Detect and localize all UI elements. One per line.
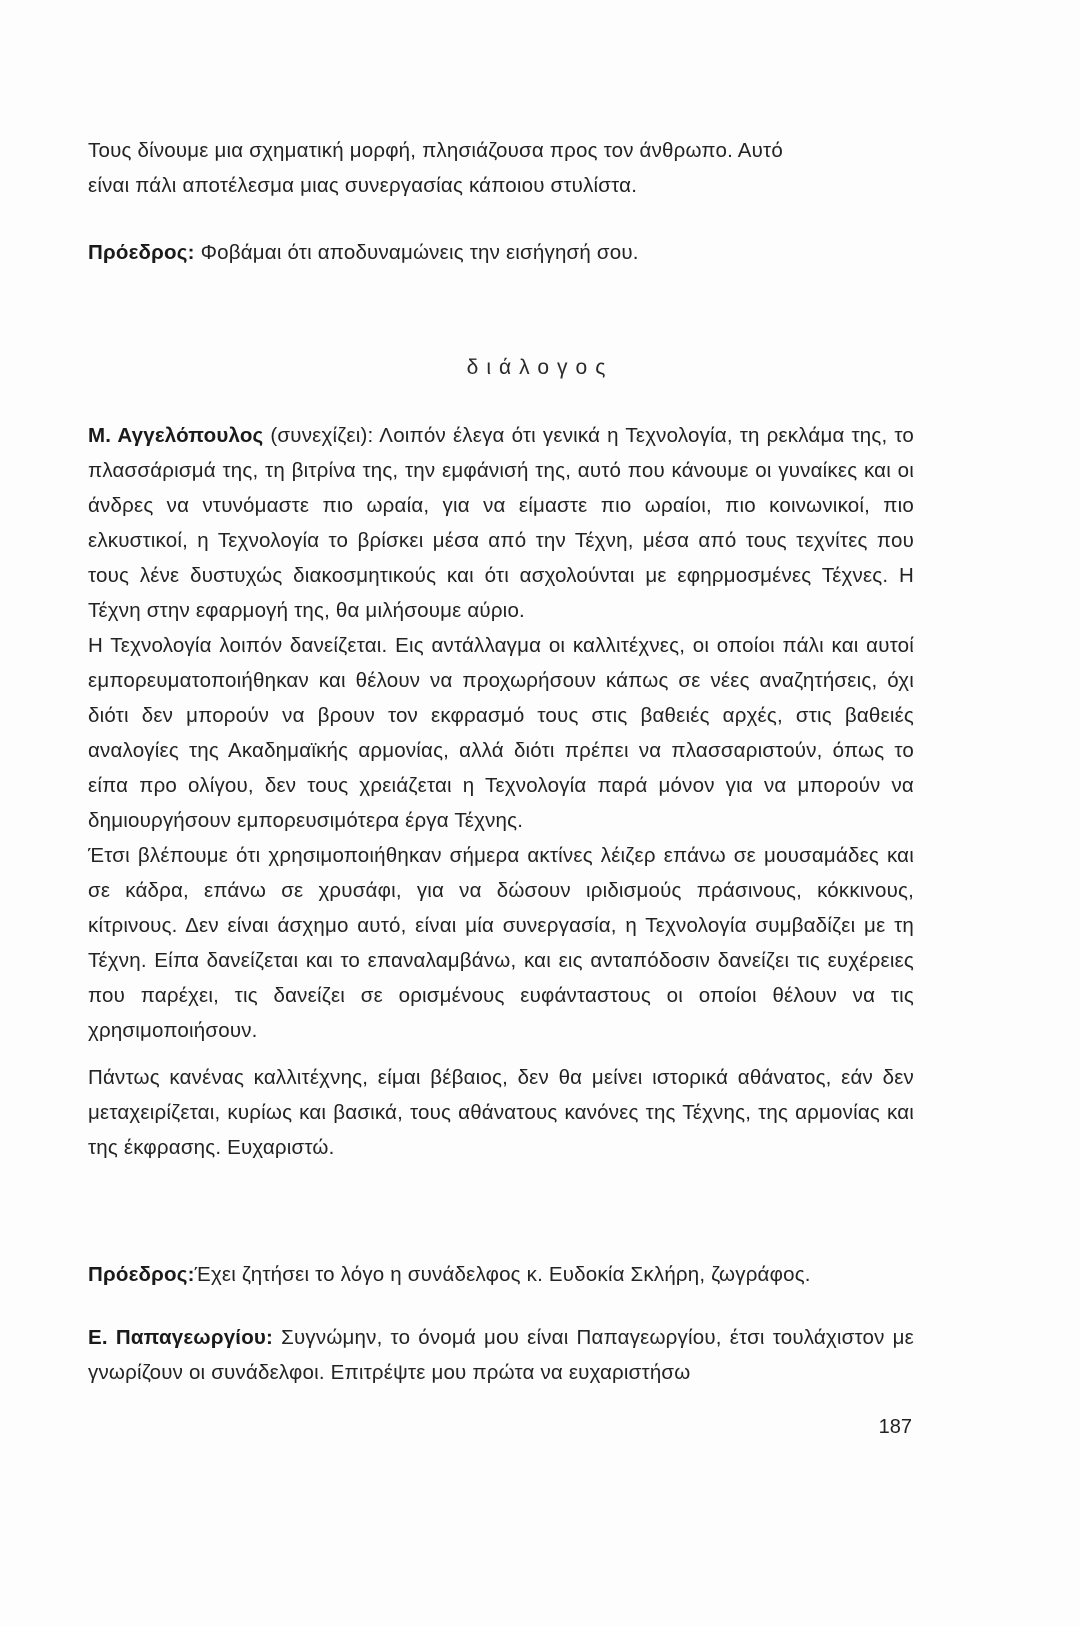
- president-remark-2: [88, 1257, 914, 1292]
- intro-line-2: είναι πάλι αποτέλεσμα μιας συνεργασίας κάποιου στυλίστα.: [88, 174, 638, 197]
- speaker-name: Πρόεδρος:: [88, 241, 195, 264]
- section-heading: διάλογος: [466, 356, 614, 379]
- angelopoulos-paragraph-4: Πάντως κανένας καλλιτέχνης, είμαι βέβαιος, δεν θα μείνει ιστορικά αθάνατος, εάν δεν μεταχειρίζεται, κυρίως και βασικά, τους αθάνατους κανόνες της Τέχνης, της αρμονίας και της έκφρασης. Ευχαριστώ.: [88, 1066, 914, 1159]
- speech-text: (συνεχίζει): Λοιπόν έλεγα ότι γενικά η Τεχνολογία, τη ρεκλάμα της, το πλασσάρισμά της, τη βιτρίνα της, την εμφάνισή της, αυτό που κάνουμε οι γυναίκες και οι άνδρες να ντυνόμαστε πιο ωραία, για να είμαστε πιο ωραίοι, πιο κοινωνικοί, πιο ελκυστικοί, η Τεχνολογία το βρίσκει μέσα από την Τέχνη, μέσα από τους τεχνίτες που τους λένε δυστυχώς διακοσμητικούς και ότι ασχολούνται με εφηρμοσμένες Τέχνες. Η Τέχνη στην εφαρμογή της, θα μιλήσουμε αύριο.: [88, 424, 914, 622]
- angelopoulos-paragraph-3: Έτσι βλέπουμε ότι χρησιμοποιήθηκαν σήμερα ακτίνες λέιζερ επάνω σε μουσαμάδες και σε κάδρα, επάνω σε χρυσάφι, για να δώσουν ιριδισμούς πράσινους, κόκκινους, κίτρινους. Δεν είναι άσχημο αυτό, είναι μία συνεργασία, η Τεχνολογία συμβαδίζει με τη Τέχνη. Είπα δανείζεται και το επαναλαμβάνω, και εις ανταπόδοσιν δανείζει τις ευχέρειες που παρέχει, τις δανείζει σε ορισμένους ευφάνταστους οι οποίοι θέλουν να τις χρησιμοποιήσουν.: [88, 844, 914, 1042]
- papageorgiou-speech: [88, 1320, 914, 1390]
- angelopoulos-paragraph-1: [88, 418, 914, 628]
- speaker-name: Ε. Παπαγεωργίου:: [88, 1326, 274, 1349]
- speaker-name: Πρόεδρος:: [88, 1263, 195, 1286]
- page-number: 187: [878, 1416, 912, 1438]
- speech-text: Συγνώμην, το όνομά μου είναι Παπαγεωργίου, έτσι τουλάχιστον με γνωρίζουν οι συνάδελφοι. Επιτρέψτε μου πρώτα να ευχαριστήσω: [88, 1326, 914, 1384]
- angelopoulos-paragraph-2: Η Τεχνολογία λοιπόν δανείζεται. Εις αντάλλαγμα οι καλλιτέχνες, οι οποίοι πάλι και αυτοί εμπορευματοποιήθηκαν και θέλουν να προχωρήσουν κάπως σε νέες αναζητήσεις, όχι διότι δεν μπορούν να βρουν τον εκφρασμό τους στις βαθειές αρχές, στις βαθειές αναλογίες της Ακαδημαϊκής αρμονίας, αλλά διότι πρέπει να πλασσαριστούν, όπως το είπα προ ολίγου, δεν τους χρειάζεται η Τεχνολογία παρά μόνον για να μπορούν να δημιουργήσουν εμπορευσιμότερα έργα Τέχνης.: [88, 634, 914, 832]
- president-remark-1: [88, 235, 914, 270]
- intro-line-1: Τους δίνουμε μια σχηματική μορφή, πλησιάζουσα προς τον άνθρωπο. Αυτό: [88, 139, 783, 162]
- intro-paragraph: [88, 133, 914, 203]
- speech-text: Φοβάμαι ότι αποδυναμώνεις την εισήγησή σου.: [194, 241, 639, 264]
- speech-text: Έχει ζητήσει το λόγο η συνάδελφος κ. Ευδοκία Σκλήρη, ζωγράφος.: [194, 1263, 811, 1286]
- angelopoulos-speech: [88, 418, 914, 1165]
- speaker-name: Μ. Αγγελόπουλος: [88, 424, 264, 447]
